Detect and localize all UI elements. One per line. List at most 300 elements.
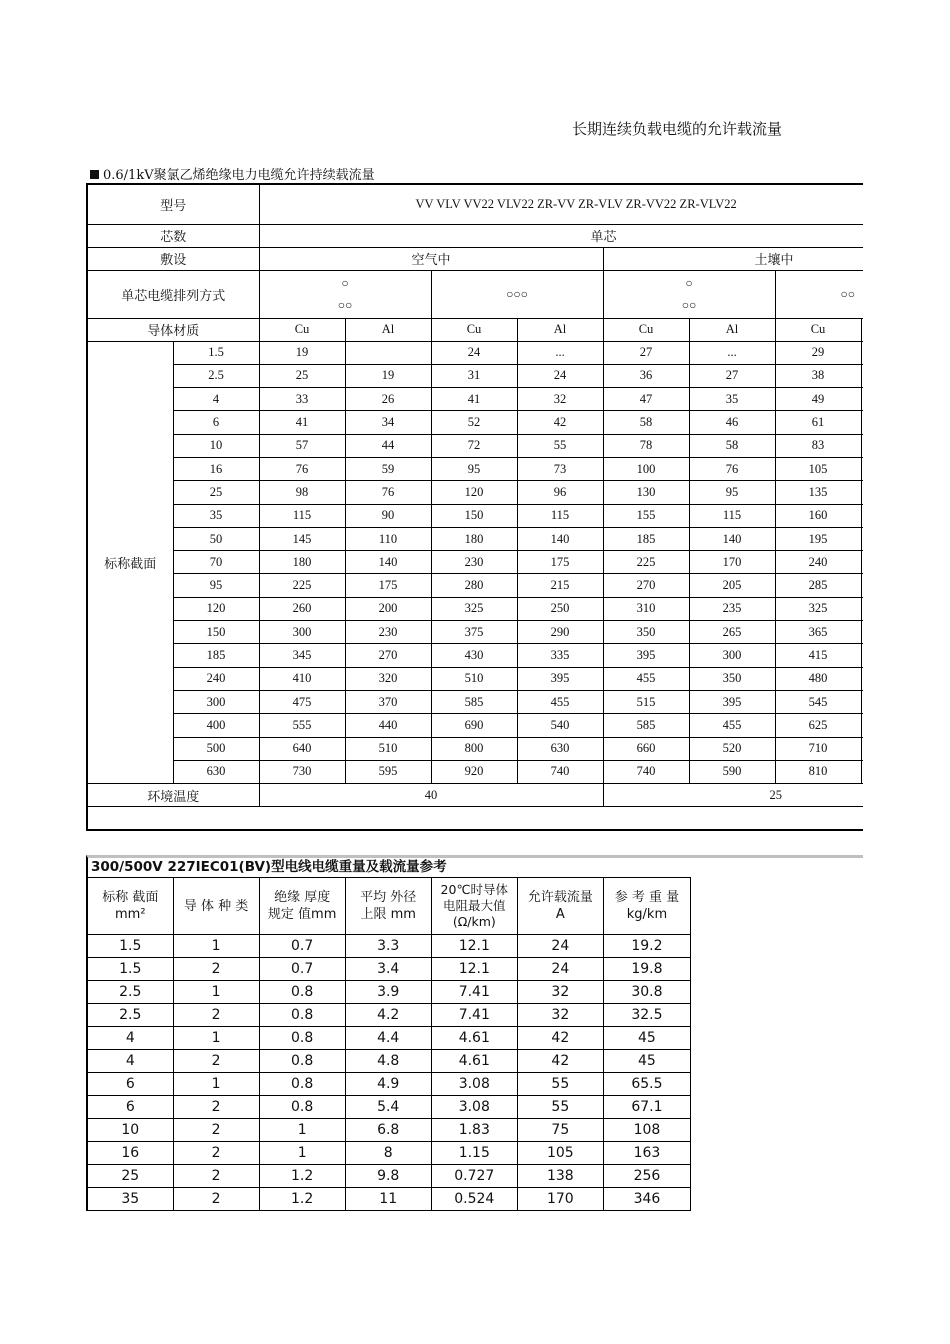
section-size-cell: 70 — [173, 551, 259, 574]
ampacity-cell: 240 — [775, 551, 861, 574]
ampacity-cell: 265 — [689, 621, 775, 644]
table-cell: 10 — [87, 1119, 173, 1142]
table-cell: 55 — [517, 1096, 603, 1119]
ampacity-cell: 430 — [431, 644, 517, 667]
table-row — [87, 1119, 691, 1142]
ampacity-cell: 585 — [431, 690, 517, 713]
ampacity-cell: 335 — [517, 644, 603, 667]
section-size-cell: 630 — [173, 760, 259, 783]
ampacity-cell: 325 — [431, 597, 517, 620]
empty-cell — [861, 551, 863, 574]
table-row — [87, 551, 863, 574]
ampacity-cell: 115 — [689, 504, 775, 527]
ampacity-cell: 365 — [775, 621, 861, 644]
empty-cell — [861, 341, 863, 364]
header-line: 参 考 重 量 — [614, 890, 680, 905]
empty-cell — [861, 737, 863, 760]
header-line: 标称 截面 — [102, 890, 159, 905]
ampacity-cell: 395 — [517, 667, 603, 690]
table-cell: 75 — [517, 1119, 603, 1142]
table-cell: 19.2 — [603, 935, 690, 958]
table-row — [87, 1188, 691, 1211]
ampacity-cell: 42 — [517, 411, 603, 434]
ampacity-cell: 350 — [689, 667, 775, 690]
ampacity-cell: 76 — [345, 481, 431, 504]
empty-cell — [861, 690, 863, 713]
material-cell: Al — [689, 318, 775, 341]
header-line: kg/km — [626, 907, 668, 922]
model-label: 型号 — [87, 184, 259, 224]
ampacity-cell: 58 — [689, 434, 775, 457]
table-cell: 0.8 — [259, 1096, 345, 1119]
table-cell: 2 — [173, 958, 259, 981]
ampacity-cell: 310 — [603, 597, 689, 620]
ampacity-cell: 98 — [259, 481, 345, 504]
table-row — [87, 597, 863, 620]
ampacity-cell: 24 — [431, 341, 517, 364]
table-cell: 1 — [173, 1073, 259, 1096]
ampacity-cell: 225 — [259, 574, 345, 597]
arrangement-trefoil-soil — [603, 270, 775, 318]
ampacity-cell: 46 — [689, 411, 775, 434]
ampacity-table-body — [87, 341, 863, 784]
ampacity-cell — [345, 341, 431, 364]
cores-label: 芯数 — [87, 224, 259, 247]
bv-wire-table — [86, 877, 691, 1211]
table-row — [87, 935, 691, 958]
ampacity-cell: 740 — [603, 760, 689, 783]
ampacity-cell: 300 — [689, 644, 775, 667]
table-cell: 4 — [87, 1050, 173, 1073]
ampacity-cell: 29 — [775, 341, 861, 364]
ampacity-cell: 920 — [431, 760, 517, 783]
table-cell: 108 — [603, 1119, 690, 1142]
table-cell: 3.08 — [431, 1096, 517, 1119]
table-cell: 1 — [173, 981, 259, 1004]
table-cell: 2 — [173, 1096, 259, 1119]
ampacity-cell: 590 — [689, 760, 775, 783]
header-insulation — [259, 878, 345, 935]
empty-cell — [861, 457, 863, 480]
arrangement-row — [87, 270, 863, 318]
table-row — [87, 714, 863, 737]
ampacity-cell: 250 — [517, 597, 603, 620]
empty-cell — [861, 434, 863, 457]
laying-row — [87, 247, 863, 270]
table-cell: 2 — [173, 1119, 259, 1142]
ampacity-cell: 38 — [775, 364, 861, 387]
ampacity-cell: 800 — [431, 737, 517, 760]
section-size-cell: 150 — [173, 621, 259, 644]
table2-container — [86, 855, 863, 1220]
ampacity-cell: 230 — [345, 621, 431, 644]
table-cell: 1.83 — [431, 1119, 517, 1142]
table-cell: 55 — [517, 1073, 603, 1096]
ampacity-cell: 710 — [775, 737, 861, 760]
laying-air: 空气中 — [259, 247, 603, 270]
header-line: 平均 外径 — [360, 890, 417, 905]
empty-cell — [861, 411, 863, 434]
section-size-cell: 2.5 — [173, 364, 259, 387]
table-cell: 0.727 — [431, 1165, 517, 1188]
ampacity-cell: 690 — [431, 714, 517, 737]
ampacity-cell: 44 — [345, 434, 431, 457]
ampacity-cell: ... — [517, 341, 603, 364]
ampacity-cell: 270 — [345, 644, 431, 667]
table1-caption — [90, 164, 375, 183]
section-size-cell: 10 — [173, 434, 259, 457]
ampacity-cell: 180 — [431, 527, 517, 550]
ampacity-cell: 35 — [689, 388, 775, 411]
table-row — [87, 1096, 691, 1119]
ampacity-cell: 61 — [775, 411, 861, 434]
ampacity-cell: 370 — [345, 690, 431, 713]
table-cell: 4.61 — [431, 1027, 517, 1050]
ampacity-cell: 810 — [775, 760, 861, 783]
table-row — [87, 1027, 691, 1050]
header-conductor-type — [173, 878, 259, 935]
table-cell: 2 — [173, 1050, 259, 1073]
section-size-cell: 50 — [173, 527, 259, 550]
header-line: 规定 值mm — [267, 907, 337, 922]
table-cell: 105 — [517, 1142, 603, 1165]
table-row — [87, 644, 863, 667]
table-cell: 4.9 — [345, 1073, 431, 1096]
ampacity-cell: 33 — [259, 388, 345, 411]
table-cell: 6 — [87, 1096, 173, 1119]
table-row — [87, 434, 863, 457]
ampacity-cell: 115 — [517, 504, 603, 527]
table-cell: 256 — [603, 1165, 690, 1188]
square-bullet-icon — [90, 170, 99, 179]
table-cell: 3.08 — [431, 1073, 517, 1096]
header-current — [517, 878, 603, 935]
ampacity-cell: 325 — [775, 597, 861, 620]
table-cell: 1 — [173, 935, 259, 958]
table2-caption: 300/500V 227IEC01(BV)型电线电缆重量及载流量参考 — [86, 855, 863, 877]
table-cell: 16 — [87, 1142, 173, 1165]
ampacity-cell: 27 — [603, 341, 689, 364]
arrangement-flat-soil: ○○ — [775, 270, 863, 318]
ampacity-cell: 555 — [259, 714, 345, 737]
section-size-cell: 400 — [173, 714, 259, 737]
table-cell: 7.41 — [431, 1004, 517, 1027]
table-row — [87, 574, 863, 597]
table-cell: 35 — [87, 1188, 173, 1211]
ampacity-cell: 170 — [689, 551, 775, 574]
ampacity-cell: 320 — [345, 667, 431, 690]
model-row — [87, 184, 863, 224]
ampacity-cell: 47 — [603, 388, 689, 411]
ampacity-cell: 200 — [345, 597, 431, 620]
empty-cell — [861, 621, 863, 644]
ampacity-cell: 455 — [689, 714, 775, 737]
table-cell: 9.8 — [345, 1165, 431, 1188]
ampacity-cell: 415 — [775, 644, 861, 667]
table-cell: 4.4 — [345, 1027, 431, 1050]
table-row — [87, 1050, 691, 1073]
ampacity-cell: 59 — [345, 457, 431, 480]
ampacity-cell: 100 — [603, 457, 689, 480]
arrangement-trefoil-air — [259, 270, 431, 318]
ampacity-cell: 545 — [775, 690, 861, 713]
ampacity-cell: 510 — [431, 667, 517, 690]
ampacity-cell: 175 — [517, 551, 603, 574]
ampacity-cell: 19 — [259, 341, 345, 364]
ampacity-cell: ... — [689, 341, 775, 364]
ampacity-cell: 660 — [603, 737, 689, 760]
ampacity-cell: 73 — [517, 457, 603, 480]
table-cell: 45 — [603, 1050, 690, 1073]
laying-label: 敷设 — [87, 247, 259, 270]
trefoil-bottom-symbol: ○○ — [337, 298, 353, 312]
table-cell: 0.8 — [259, 1027, 345, 1050]
ampacity-cell: 95 — [431, 457, 517, 480]
ampacity-cell: 475 — [259, 690, 345, 713]
table-cell: 45 — [603, 1027, 690, 1050]
table-row — [87, 760, 863, 783]
table-row — [87, 1142, 691, 1165]
table-cell: 42 — [517, 1050, 603, 1073]
ambient-air: 40 — [259, 784, 603, 807]
blank-cell — [87, 807, 863, 830]
table-row — [87, 364, 863, 387]
ampacity-cell: 25 — [259, 364, 345, 387]
ampacity-cell: 34 — [345, 411, 431, 434]
ampacity-cell: 57 — [259, 434, 345, 457]
ampacity-cell: 90 — [345, 504, 431, 527]
table-row — [87, 341, 863, 364]
ampacity-cell: 26 — [345, 388, 431, 411]
ampacity-cell: 520 — [689, 737, 775, 760]
material-label: 导体材质 — [87, 318, 259, 341]
ampacity-cell: 110 — [345, 527, 431, 550]
table-cell: 1.2 — [259, 1165, 345, 1188]
material-cell: Cu — [603, 318, 689, 341]
table-cell: 24 — [517, 958, 603, 981]
ampacity-cell: 625 — [775, 714, 861, 737]
table-cell: 163 — [603, 1142, 690, 1165]
ampacity-cell: 72 — [431, 434, 517, 457]
section-size-cell: 500 — [173, 737, 259, 760]
table-row — [87, 1004, 691, 1027]
ampacity-cell: 285 — [775, 574, 861, 597]
table-cell: 1 — [173, 1027, 259, 1050]
table-cell: 170 — [517, 1188, 603, 1211]
table-cell: 6.8 — [345, 1119, 431, 1142]
header-section — [87, 878, 173, 935]
material-cell: Cu — [259, 318, 345, 341]
table-cell: 0.8 — [259, 1073, 345, 1096]
laying-soil: 土壤中 — [603, 247, 863, 270]
section-size-cell: 95 — [173, 574, 259, 597]
header-line: 20℃时导体 — [440, 882, 508, 897]
empty-cell — [861, 644, 863, 667]
table-cell: 2.5 — [87, 1004, 173, 1027]
empty-cell — [861, 714, 863, 737]
model-value: VV VLV VV22 VLV22 ZR-VV ZR-VLV ZR-VV22 ZR-VLV22 — [259, 184, 863, 224]
ampacity-cell: 480 — [775, 667, 861, 690]
material-cell: Cu — [775, 318, 861, 341]
section-size-cell: 1.5 — [173, 341, 259, 364]
ampacity-cell: 235 — [689, 597, 775, 620]
ampacity-cell: 375 — [431, 621, 517, 644]
ampacity-cell: 155 — [603, 504, 689, 527]
table-cell: 1.5 — [87, 958, 173, 981]
section-size-cell: 4 — [173, 388, 259, 411]
header-line: 允许载流量 — [527, 890, 593, 905]
ampacity-cell: 350 — [603, 621, 689, 644]
ampacity-cell: 640 — [259, 737, 345, 760]
table-cell: 346 — [603, 1188, 690, 1211]
header-outer-diameter — [345, 878, 431, 935]
ampacity-cell: 175 — [345, 574, 431, 597]
ampacity-cell: 740 — [517, 760, 603, 783]
table-row — [87, 737, 863, 760]
table-cell: 1.15 — [431, 1142, 517, 1165]
ampacity-cell: 41 — [431, 388, 517, 411]
arrangement-flat-air: ○○○ — [431, 270, 603, 318]
material-cell-empty — [861, 318, 863, 341]
ampacity-cell: 230 — [431, 551, 517, 574]
section-label: 标称截面 — [87, 341, 173, 784]
table2-header-row — [87, 878, 691, 935]
header-weight — [603, 878, 690, 935]
table-cell: 1.5 — [87, 935, 173, 958]
table-row — [87, 388, 863, 411]
ampacity-cell: 83 — [775, 434, 861, 457]
ampacity-cell: 345 — [259, 644, 345, 667]
table-row — [87, 690, 863, 713]
table-cell: 7.41 — [431, 981, 517, 1004]
ampacity-cell: 205 — [689, 574, 775, 597]
ampacity-cell: 410 — [259, 667, 345, 690]
table-cell: 4.8 — [345, 1050, 431, 1073]
ampacity-cell: 730 — [259, 760, 345, 783]
table-cell: 4.61 — [431, 1050, 517, 1073]
ampacity-cell: 225 — [603, 551, 689, 574]
ampacity-cell: 49 — [775, 388, 861, 411]
empty-cell — [861, 760, 863, 783]
ampacity-cell: 32 — [517, 388, 603, 411]
header-line: 绝缘 厚度 — [274, 890, 331, 905]
ampacity-cell: 24 — [517, 364, 603, 387]
ampacity-cell: 515 — [603, 690, 689, 713]
ampacity-cell: 140 — [517, 527, 603, 550]
table-cell: 65.5 — [603, 1073, 690, 1096]
table-row — [87, 481, 863, 504]
table-cell: 2 — [173, 1188, 259, 1211]
table-cell: 2 — [173, 1142, 259, 1165]
section-size-cell: 25 — [173, 481, 259, 504]
ampacity-cell: 585 — [603, 714, 689, 737]
ampacity-cell: 185 — [603, 527, 689, 550]
section-size-cell: 240 — [173, 667, 259, 690]
ampacity-cell: 27 — [689, 364, 775, 387]
table-cell: 2.5 — [87, 981, 173, 1004]
table-cell: 6 — [87, 1073, 173, 1096]
table-cell: 8 — [345, 1142, 431, 1165]
table-cell: 0.7 — [259, 958, 345, 981]
cores-value: 单芯 — [259, 224, 863, 247]
ampacity-cell: 395 — [689, 690, 775, 713]
table-cell: 12.1 — [431, 958, 517, 981]
ampacity-cell: 440 — [345, 714, 431, 737]
table-row — [87, 527, 863, 550]
ampacity-cell: 180 — [259, 551, 345, 574]
ampacity-cell: 115 — [259, 504, 345, 527]
table-row — [87, 411, 863, 434]
table-cell: 19.8 — [603, 958, 690, 981]
blank-row — [87, 807, 863, 830]
bv-wire-table-body — [87, 935, 691, 1211]
ampacity-cell: 135 — [775, 481, 861, 504]
table-cell: 0.8 — [259, 1050, 345, 1073]
table-cell: 1.2 — [259, 1188, 345, 1211]
ampacity-cell: 140 — [689, 527, 775, 550]
table-cell: 3.4 — [345, 958, 431, 981]
table-cell: 3.9 — [345, 981, 431, 1004]
material-cell: Al — [517, 318, 603, 341]
ampacity-cell: 31 — [431, 364, 517, 387]
ampacity-cell: 630 — [517, 737, 603, 760]
page-title: 长期连续负载电缆的允许载流量 — [572, 120, 783, 138]
trefoil-top-symbol: ○ — [341, 276, 349, 290]
material-cell: Al — [345, 318, 431, 341]
ampacity-cell: 36 — [603, 364, 689, 387]
section-size-cell: 300 — [173, 690, 259, 713]
section-size-cell: 16 — [173, 457, 259, 480]
table-cell: 11 — [345, 1188, 431, 1211]
header-resistance — [431, 878, 517, 935]
table-cell: 3.3 — [345, 935, 431, 958]
section-size-cell: 185 — [173, 644, 259, 667]
table1-caption-text: 0.6/1kV聚氯乙烯绝缘电力电缆允许持续载流量 — [103, 168, 375, 183]
table-cell: 0.8 — [259, 1004, 345, 1027]
ampacity-cell: 280 — [431, 574, 517, 597]
ampacity-cell: 150 — [431, 504, 517, 527]
empty-cell — [861, 481, 863, 504]
ampacity-cell: 58 — [603, 411, 689, 434]
table-row — [87, 1073, 691, 1096]
table-cell: 0.8 — [259, 981, 345, 1004]
ampacity-cell: 140 — [345, 551, 431, 574]
ampacity-cell: 120 — [431, 481, 517, 504]
ambient-soil: 25 — [603, 784, 863, 807]
table-row — [87, 667, 863, 690]
ampacity-cell: 95 — [689, 481, 775, 504]
empty-cell — [861, 364, 863, 387]
empty-cell — [861, 527, 863, 550]
ampacity-cell: 195 — [775, 527, 861, 550]
table-cell: 12.1 — [431, 935, 517, 958]
header-line: A — [555, 907, 565, 922]
header-line: (Ω/km) — [452, 914, 496, 929]
ampacity-cell: 510 — [345, 737, 431, 760]
table-cell: 138 — [517, 1165, 603, 1188]
ampacity-cell: 130 — [603, 481, 689, 504]
table-cell: 42 — [517, 1027, 603, 1050]
table-cell: 2 — [173, 1165, 259, 1188]
table-row — [87, 504, 863, 527]
table-cell: 0.7 — [259, 935, 345, 958]
table-cell: 67.1 — [603, 1096, 690, 1119]
ampacity-cell: 260 — [259, 597, 345, 620]
cores-row — [87, 224, 863, 247]
ampacity-cell: 76 — [259, 457, 345, 480]
material-cell: Cu — [431, 318, 517, 341]
table-cell: 5.4 — [345, 1096, 431, 1119]
